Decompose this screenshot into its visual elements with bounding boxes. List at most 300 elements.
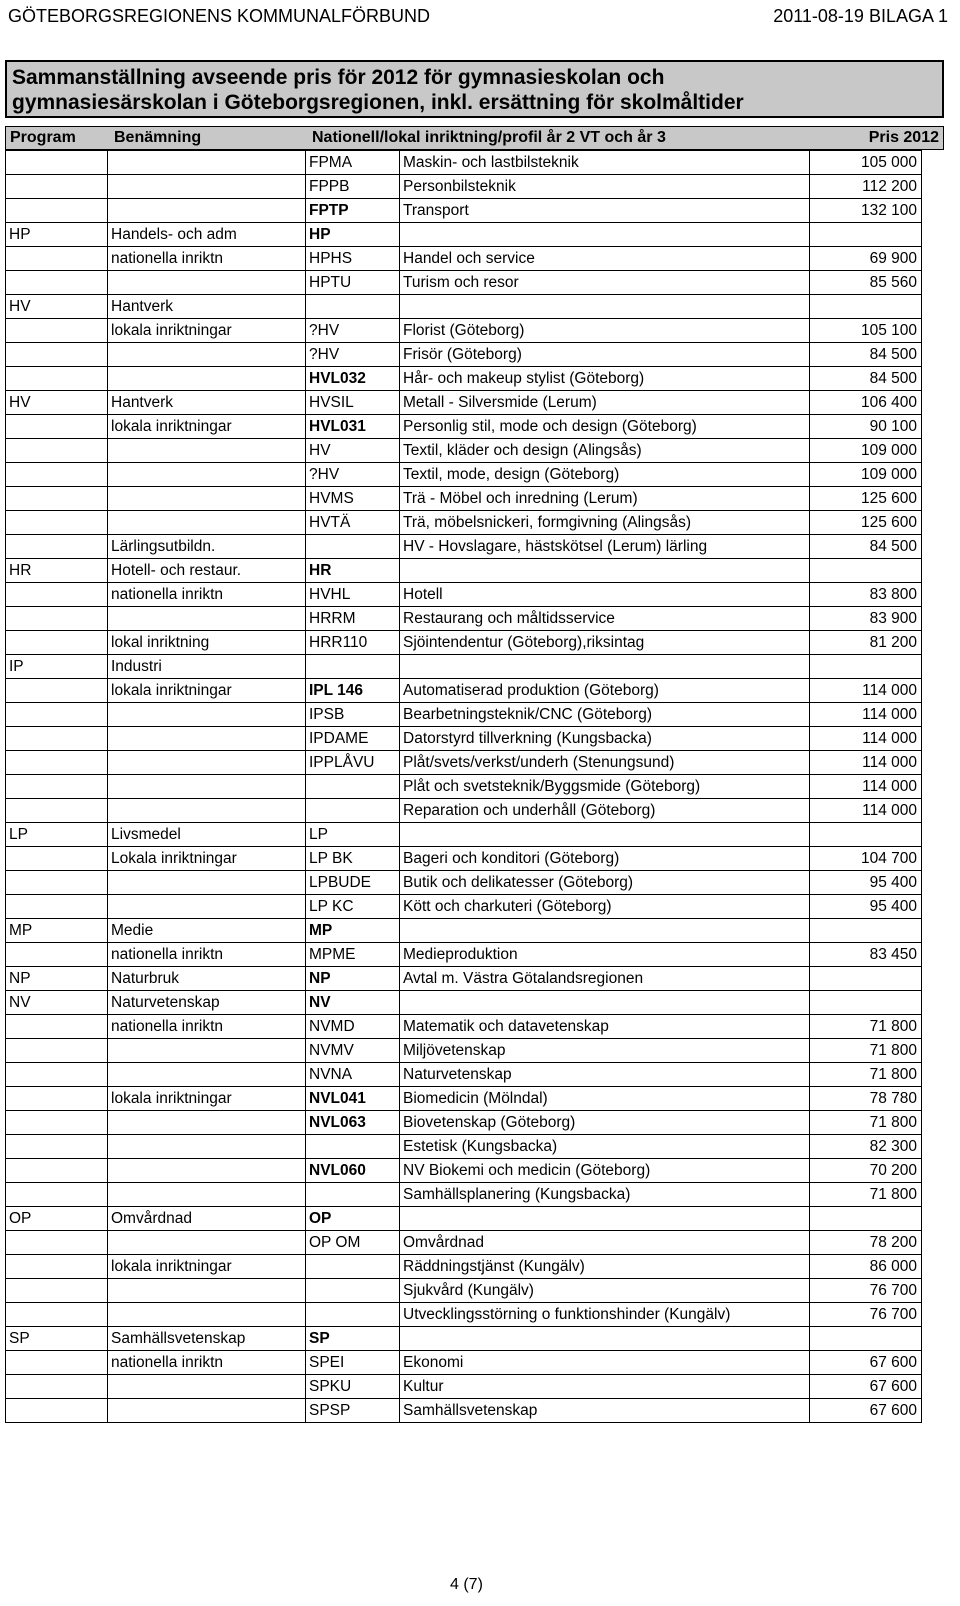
cell-benamning <box>108 463 306 487</box>
cell-code: ?HV <box>306 319 400 343</box>
cell-description <box>400 919 810 943</box>
table-row <box>6 751 922 775</box>
cell-benamning: Lokala inriktningar <box>108 847 306 871</box>
cell-program <box>6 199 108 223</box>
cell-benamning <box>108 1231 306 1255</box>
cell-description: Miljövetenskap <box>400 1039 810 1063</box>
cell-code: HVL031 <box>306 415 400 439</box>
cell-price: 105 000 <box>810 151 922 175</box>
table-row <box>6 1087 922 1111</box>
cell-description: Omvårdnad <box>400 1231 810 1255</box>
cell-description: Utvecklingsstörning o funktionshinder (Kungälv) <box>400 1303 810 1327</box>
cell-description: Samhällsplanering (Kungsbacka) <box>400 1183 810 1207</box>
cell-benamning: lokala inriktningar <box>108 319 306 343</box>
cell-program <box>6 1063 108 1087</box>
cell-benamning <box>108 439 306 463</box>
cell-program <box>6 151 108 175</box>
cell-code <box>306 1255 400 1279</box>
cell-description: Medieproduktion <box>400 943 810 967</box>
cell-program <box>6 1183 108 1207</box>
cell-program <box>6 1351 108 1375</box>
cell-description: Turism och resor <box>400 271 810 295</box>
cell-program <box>6 1375 108 1399</box>
cell-code: HP <box>306 223 400 247</box>
cell-code <box>306 295 400 319</box>
cell-price: 78 780 <box>810 1087 922 1111</box>
table-row <box>6 1135 922 1159</box>
cell-code: NVL041 <box>306 1087 400 1111</box>
cell-program: HV <box>6 295 108 319</box>
table-row <box>6 175 922 199</box>
cell-description: Sjöintendentur (Göteborg),riksintag <box>400 631 810 655</box>
cell-code: SPSP <box>306 1399 400 1423</box>
cell-price: 76 700 <box>810 1303 922 1327</box>
table-row <box>6 487 922 511</box>
cell-description: Personlig stil, mode och design (Göteborg) <box>400 415 810 439</box>
table-row <box>6 343 922 367</box>
cell-benamning <box>108 1183 306 1207</box>
cell-benamning <box>108 703 306 727</box>
cell-description: Trä - Möbel och inredning (Lerum) <box>400 487 810 511</box>
cell-description: Estetisk (Kungsbacka) <box>400 1135 810 1159</box>
cell-price: 125 600 <box>810 511 922 535</box>
cell-program <box>6 1039 108 1063</box>
table-row <box>6 991 922 1015</box>
cell-price: 104 700 <box>810 847 922 871</box>
cell-code: OP OM <box>306 1231 400 1255</box>
cell-program: NP <box>6 967 108 991</box>
cell-code: SPKU <box>306 1375 400 1399</box>
cell-price <box>810 967 922 991</box>
cell-benamning <box>108 487 306 511</box>
table-row <box>6 415 922 439</box>
table-row <box>6 1159 922 1183</box>
cell-benamning <box>108 607 306 631</box>
cell-code: HVTÄ <box>306 511 400 535</box>
table-row <box>6 319 922 343</box>
cell-description: Metall - Silversmide (Lerum) <box>400 391 810 415</box>
table-row <box>6 1039 922 1063</box>
table-row <box>6 1183 922 1207</box>
cell-description: Bageri och konditori (Göteborg) <box>400 847 810 871</box>
table-row <box>6 463 922 487</box>
cell-benamning <box>108 1399 306 1423</box>
cell-code: HVL032 <box>306 367 400 391</box>
column-header-program: Program <box>10 129 76 146</box>
cell-code: ?HV <box>306 463 400 487</box>
cell-price <box>810 559 922 583</box>
cell-price: 71 800 <box>810 1063 922 1087</box>
cell-price: 114 000 <box>810 799 922 823</box>
cell-code: IPSB <box>306 703 400 727</box>
cell-description: Transport <box>400 199 810 223</box>
cell-description <box>400 1207 810 1231</box>
cell-price: 71 800 <box>810 1111 922 1135</box>
cell-code: SPEI <box>306 1351 400 1375</box>
cell-price: 132 100 <box>810 199 922 223</box>
cell-description <box>400 655 810 679</box>
cell-price: 112 200 <box>810 175 922 199</box>
cell-code: HR <box>306 559 400 583</box>
cell-code: IPDAME <box>306 727 400 751</box>
cell-benamning <box>108 727 306 751</box>
cell-program <box>6 679 108 703</box>
cell-code <box>306 655 400 679</box>
cell-program <box>6 343 108 367</box>
cell-price: 86 000 <box>810 1255 922 1279</box>
cell-price: 90 100 <box>810 415 922 439</box>
cell-code: LP KC <box>306 895 400 919</box>
cell-benamning: Hantverk <box>108 391 306 415</box>
cell-code: MP <box>306 919 400 943</box>
page-number: 4 (7) <box>450 1576 483 1593</box>
cell-price: 71 800 <box>810 1183 922 1207</box>
cell-benamning <box>108 1063 306 1087</box>
cell-description <box>400 559 810 583</box>
cell-price: 109 000 <box>810 439 922 463</box>
table-row <box>6 247 922 271</box>
cell-description: HV - Hovslagare, hästskötsel (Lerum) lärling <box>400 535 810 559</box>
cell-program <box>6 439 108 463</box>
cell-benamning <box>108 799 306 823</box>
table-row <box>6 871 922 895</box>
cell-price: 83 900 <box>810 607 922 631</box>
cell-code: NP <box>306 967 400 991</box>
table-row <box>6 559 922 583</box>
cell-program: NV <box>6 991 108 1015</box>
table-row <box>6 799 922 823</box>
cell-code: HVMS <box>306 487 400 511</box>
table-row <box>6 1351 922 1375</box>
cell-benamning: lokala inriktningar <box>108 1255 306 1279</box>
cell-description <box>400 295 810 319</box>
cell-code: NVMD <box>306 1015 400 1039</box>
cell-benamning: nationella inriktn <box>108 247 306 271</box>
document-title <box>5 60 944 118</box>
cell-code: SP <box>306 1327 400 1351</box>
cell-description <box>400 1327 810 1351</box>
cell-description: Ekonomi <box>400 1351 810 1375</box>
cell-description: Biomedicin (Mölndal) <box>400 1087 810 1111</box>
cell-description: Personbilsteknik <box>400 175 810 199</box>
cell-price: 114 000 <box>810 679 922 703</box>
cell-description: Naturvetenskap <box>400 1063 810 1087</box>
cell-benamning <box>108 511 306 535</box>
table-row <box>6 1303 922 1327</box>
cell-price: 125 600 <box>810 487 922 511</box>
cell-description: Butik och delikatesser (Göteborg) <box>400 871 810 895</box>
cell-price: 106 400 <box>810 391 922 415</box>
cell-program <box>6 1159 108 1183</box>
cell-program <box>6 271 108 295</box>
cell-benamning: nationella inriktn <box>108 583 306 607</box>
cell-code <box>306 535 400 559</box>
cell-price <box>810 1207 922 1231</box>
table-row <box>6 655 922 679</box>
cell-program <box>6 895 108 919</box>
cell-program: HP <box>6 223 108 247</box>
cell-program: HR <box>6 559 108 583</box>
cell-code: IPPLÅVU <box>306 751 400 775</box>
cell-program: LP <box>6 823 108 847</box>
table-row <box>6 151 922 175</box>
cell-benamning <box>108 1039 306 1063</box>
cell-benamning: Livsmedel <box>108 823 306 847</box>
table-row <box>6 847 922 871</box>
cell-program <box>6 751 108 775</box>
cell-price: 95 400 <box>810 871 922 895</box>
cell-program <box>6 1303 108 1327</box>
cell-code: FPMA <box>306 151 400 175</box>
cell-description <box>400 991 810 1015</box>
cell-benamning <box>108 871 306 895</box>
column-header-pris: Pris 2012 <box>868 129 939 146</box>
table-row <box>6 967 922 991</box>
cell-program <box>6 511 108 535</box>
cell-code <box>306 775 400 799</box>
cell-price <box>810 1327 922 1351</box>
title-line-1: Sammanställning avseende pris för 2012 för gymnasieskolan och <box>12 66 665 89</box>
table-row <box>6 823 922 847</box>
cell-benamning: Medie <box>108 919 306 943</box>
cell-benamning: nationella inriktn <box>108 943 306 967</box>
cell-price: 71 800 <box>810 1015 922 1039</box>
table-row <box>6 367 922 391</box>
cell-benamning <box>108 751 306 775</box>
cell-code: NVL060 <box>306 1159 400 1183</box>
cell-description: Bearbetningsteknik/CNC (Göteborg) <box>400 703 810 727</box>
cell-code <box>306 1279 400 1303</box>
cell-code: ?HV <box>306 343 400 367</box>
table-row <box>6 1231 922 1255</box>
table-row <box>6 607 922 631</box>
table-row <box>6 223 922 247</box>
cell-description: Sjukvård (Kungälv) <box>400 1279 810 1303</box>
cell-program <box>6 463 108 487</box>
cell-program <box>6 367 108 391</box>
table-row <box>6 631 922 655</box>
cell-price: 114 000 <box>810 751 922 775</box>
cell-benamning <box>108 1111 306 1135</box>
cell-description: Automatiserad produktion (Göteborg) <box>400 679 810 703</box>
cell-code: LP <box>306 823 400 847</box>
cell-benamning: Handels- och adm <box>108 223 306 247</box>
cell-description: Restaurang och måltidsservice <box>400 607 810 631</box>
cell-program <box>6 607 108 631</box>
table-row <box>6 295 922 319</box>
cell-description: Plåt/svets/verkst/underh (Stenungsund) <box>400 751 810 775</box>
table-row <box>6 1015 922 1039</box>
cell-code: HV <box>306 439 400 463</box>
cell-benamning: Hotell- och restaur. <box>108 559 306 583</box>
cell-price: 70 200 <box>810 1159 922 1183</box>
cell-program <box>6 1087 108 1111</box>
table-row <box>6 1279 922 1303</box>
cell-price: 76 700 <box>810 1279 922 1303</box>
table-row <box>6 679 922 703</box>
cell-benamning <box>108 1375 306 1399</box>
cell-benamning: lokala inriktningar <box>108 1087 306 1111</box>
cell-description: Maskin- och lastbilsteknik <box>400 151 810 175</box>
cell-code: OP <box>306 1207 400 1231</box>
cell-price: 105 100 <box>810 319 922 343</box>
column-header-inriktning: Nationell/lokal inriktning/profil år 2 VT och år 3 <box>312 129 666 146</box>
cell-program <box>6 1279 108 1303</box>
cell-benamning <box>108 367 306 391</box>
cell-code: HVSIL <box>306 391 400 415</box>
cell-benamning: lokal inriktning <box>108 631 306 655</box>
cell-description: Räddningstjänst (Kungälv) <box>400 1255 810 1279</box>
cell-price: 83 450 <box>810 943 922 967</box>
price-table-body <box>6 151 922 1423</box>
table-row <box>6 271 922 295</box>
cell-description: Hotell <box>400 583 810 607</box>
cell-program <box>6 943 108 967</box>
cell-benamning <box>108 775 306 799</box>
cell-price <box>810 655 922 679</box>
cell-price: 67 600 <box>810 1399 922 1423</box>
cell-description: Plåt och svetsteknik/Byggsmide (Göteborg) <box>400 775 810 799</box>
cell-benamning <box>108 1303 306 1327</box>
cell-code <box>306 799 400 823</box>
cell-benamning: Omvårdnad <box>108 1207 306 1231</box>
cell-code: LPBUDE <box>306 871 400 895</box>
table-row <box>6 439 922 463</box>
cell-benamning: lokala inriktningar <box>108 679 306 703</box>
cell-description: Reparation och underhåll (Göteborg) <box>400 799 810 823</box>
cell-price: 109 000 <box>810 463 922 487</box>
cell-code <box>306 1303 400 1327</box>
cell-program <box>6 319 108 343</box>
cell-description: Textil, kläder och design (Alingsås) <box>400 439 810 463</box>
cell-code: NVMV <box>306 1039 400 1063</box>
cell-program <box>6 1111 108 1135</box>
cell-program: SP <box>6 1327 108 1351</box>
cell-description: Handel och service <box>400 247 810 271</box>
cell-benamning <box>108 271 306 295</box>
cell-code: HRRM <box>306 607 400 631</box>
cell-benamning <box>108 151 306 175</box>
cell-code: NV <box>306 991 400 1015</box>
column-header-row <box>5 126 944 150</box>
cell-price <box>810 919 922 943</box>
cell-code: HPHS <box>306 247 400 271</box>
cell-program: MP <box>6 919 108 943</box>
cell-code <box>306 1135 400 1159</box>
cell-benamning: Naturvetenskap <box>108 991 306 1015</box>
cell-program <box>6 1255 108 1279</box>
cell-benamning <box>108 1279 306 1303</box>
cell-description: NV Biokemi och medicin (Göteborg) <box>400 1159 810 1183</box>
cell-benamning: lokala inriktningar <box>108 415 306 439</box>
cell-benamning: Lärlingsutbildn. <box>108 535 306 559</box>
cell-price <box>810 823 922 847</box>
cell-benamning <box>108 895 306 919</box>
cell-code: FPTP <box>306 199 400 223</box>
cell-price: 67 600 <box>810 1351 922 1375</box>
cell-benamning: Naturbruk <box>108 967 306 991</box>
cell-code: LP BK <box>306 847 400 871</box>
cell-price <box>810 223 922 247</box>
cell-price: 82 300 <box>810 1135 922 1159</box>
cell-description: Frisör (Göteborg) <box>400 343 810 367</box>
table-row <box>6 895 922 919</box>
cell-program <box>6 631 108 655</box>
cell-benamning <box>108 343 306 367</box>
cell-benamning: Industri <box>108 655 306 679</box>
table-row <box>6 1063 922 1087</box>
cell-program <box>6 1231 108 1255</box>
cell-description: Trä, möbelsnickeri, formgivning (Alingsås) <box>400 511 810 535</box>
cell-price: 95 400 <box>810 895 922 919</box>
table-row <box>6 1207 922 1231</box>
cell-description: Samhällsvetenskap <box>400 1399 810 1423</box>
cell-code: IPL 146 <box>306 679 400 703</box>
cell-program <box>6 487 108 511</box>
cell-program <box>6 775 108 799</box>
cell-program <box>6 727 108 751</box>
cell-benamning: Hantverk <box>108 295 306 319</box>
table-row <box>6 583 922 607</box>
table-row <box>6 1375 922 1399</box>
cell-description <box>400 223 810 247</box>
cell-program <box>6 175 108 199</box>
cell-benamning <box>108 1135 306 1159</box>
cell-price: 84 500 <box>810 535 922 559</box>
table-row <box>6 703 922 727</box>
cell-benamning: Samhällsvetenskap <box>108 1327 306 1351</box>
table-row <box>6 535 922 559</box>
cell-program <box>6 1399 108 1423</box>
cell-price: 71 800 <box>810 1039 922 1063</box>
header-organization: GÖTEBORGSREGIONENS KOMMUNALFÖRBUND <box>8 6 431 26</box>
cell-program <box>6 583 108 607</box>
cell-description: Florist (Göteborg) <box>400 319 810 343</box>
cell-program <box>6 703 108 727</box>
table-row <box>6 943 922 967</box>
price-table <box>5 150 922 1423</box>
cell-program <box>6 847 108 871</box>
cell-code: NVNA <box>306 1063 400 1087</box>
cell-program <box>6 535 108 559</box>
cell-description: Biovetenskap (Göteborg) <box>400 1111 810 1135</box>
cell-program <box>6 1135 108 1159</box>
cell-benamning <box>108 175 306 199</box>
cell-program: HV <box>6 391 108 415</box>
cell-description: Textil, mode, design (Göteborg) <box>400 463 810 487</box>
header-date-bilaga: 2011-08-19 BILAGA 1 <box>773 6 948 26</box>
cell-program <box>6 871 108 895</box>
table-row <box>6 1111 922 1135</box>
cell-program <box>6 799 108 823</box>
cell-benamning <box>108 1159 306 1183</box>
table-row <box>6 727 922 751</box>
cell-price: 85 560 <box>810 271 922 295</box>
cell-program <box>6 415 108 439</box>
cell-benamning: nationella inriktn <box>108 1351 306 1375</box>
cell-price <box>810 991 922 1015</box>
cell-price: 69 900 <box>810 247 922 271</box>
table-row <box>6 511 922 535</box>
cell-program <box>6 1015 108 1039</box>
cell-benamning <box>108 199 306 223</box>
table-row <box>6 775 922 799</box>
cell-code: HRR110 <box>306 631 400 655</box>
cell-description: Kött och charkuteri (Göteborg) <box>400 895 810 919</box>
cell-description: Datorstyrd tillverkning (Kungsbacka) <box>400 727 810 751</box>
title-line-2: gymnasiesärskolan i Göteborgsregionen, inkl. ersättning för skolmåltider <box>12 91 744 114</box>
cell-price: 114 000 <box>810 703 922 727</box>
